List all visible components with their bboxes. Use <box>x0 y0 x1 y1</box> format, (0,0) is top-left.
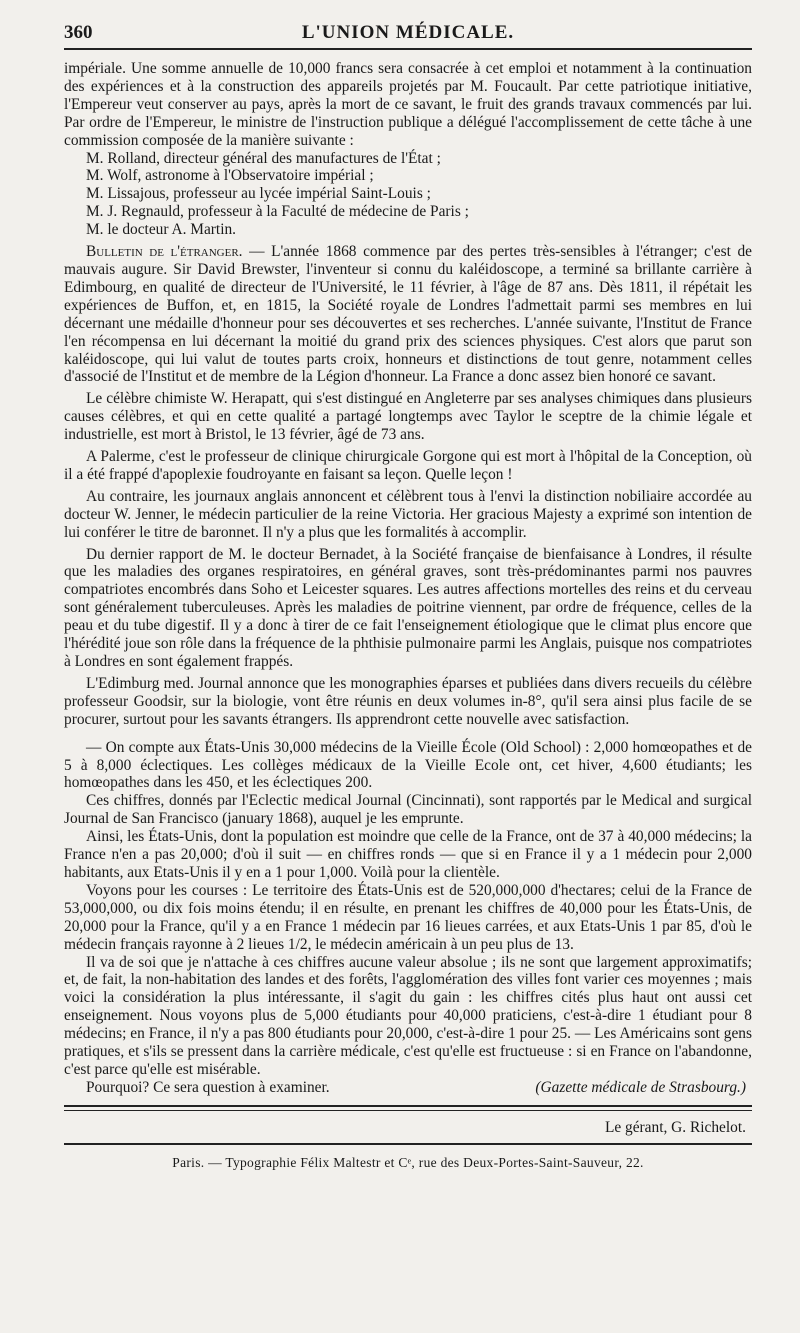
etats-unis-paragraph: — On compte aux États-Unis 30,000 médecins de la Vieille École (Old School) : 2,000 homœopathes et de 5 à 8,000 éclectiques. Les collèges médicaux de la Vieille Ecole ont, cet hiver, 4,600 étudiants; les homœopathes dans les 450, et les éclectiques 200. <box>64 738 752 792</box>
commission-member: M. Lissajous, professeur au lycée impérial Saint-Louis ; <box>86 185 431 203</box>
jenner-paragraph: Au contraire, les journaux anglais annoncent et célèbrent tous à l'envi la distinction nobiliaire accordée au docteur W. Jenner, le médecin particulier de la reine Victoria. Her gracious Majesty a exprimé son intention de lui conférer le titre de baronnet. Il n'y a plus que les formalités à accomplir. <box>64 487 752 541</box>
valeur-paragraph: Il va de soi que je n'attache à ces chiffres aucune valeur absolue ; ils ne sont que largement approximatifs; et, de fait, la non-habitation des landes et des forêts, l'agglomération des villes font varier ces moyennes ; mais voici la considération la plus intéressante, il s'agit du gain : les chiffres cités plus haut ont aussi cet enseignement. Nous voyons plus de 5,000 étudiants pour 40,000 praticiens, c'est-à-dire 1 étudiant pour 8 médecins; en France, il n'y a pas 800 étudiants pour 20,000, c'est-à-dire 1 pour 25. — Les Américains sont gens pratiques, et s'ils se pressent dans la carrière médicale, c'est qu'elle est fructueuse : si en France on l'abandonne, c'est parce qu'elle est misérable. <box>64 953 752 1078</box>
bulletin-paragraph <box>64 243 752 386</box>
gerant-signature: Le gérant, G. Richelot. <box>604 1118 746 1136</box>
article-body <box>64 60 752 1099</box>
page-header <box>64 18 752 50</box>
commission-member: M. J. Regnauld, professeur à la Faculté de médecine de Paris ; <box>86 203 469 221</box>
commission-member: M. Rolland, directeur général des manufactures de l'État ; <box>86 149 441 167</box>
chiffres-paragraph: Ces chiffres, donnés par l'Eclectic medical Journal (Cincinnati), sont rapportés par le Medical and surgical Journal de San Francisco (january 1868), auquel je les emprunte. <box>64 792 752 828</box>
running-title: L'UNION MÉDICALE. <box>301 22 515 43</box>
imprint-rule <box>64 1143 752 1145</box>
source-citation: (Gazette médicale de Strasbourg.) <box>535 1078 746 1096</box>
commission-list <box>64 150 752 240</box>
page-number: 360 <box>64 22 93 43</box>
printer-imprint: Paris. — Typographie Félix Maltestr et Cᵉ, rue des Deux-Portes-Saint-Sauveur, 22. <box>172 1154 644 1170</box>
gorgone-paragraph: A Palerme, c'est le professeur de clinique chirurgicale Gorgone qui est mort à l'hôpital de la Conception, où il a été frappé d'apoplexie foudroyante en faisant sa leçon. Quelle leçon ! <box>64 448 752 483</box>
bulletin-heading: Bulletin de l'étranger. <box>86 243 243 261</box>
courses-paragraph: Voyons pour les courses : Le territoire des États-Unis est de 520,000,000 d'hectares; celui de la France de 53,000,000, ou dix fois moins étendu; il en résulte, en prenant les chiffres de 40,000 pour les États-Unis, de 20,000 pour la France, qu'il y a en France 1 médecin par 16 lieues carrées, et aux Etats-Unis 1 par 85, d'où le médecin français rayonne à 2 lieues 1/2, le médecin américain à un peu plus de 13. <box>64 881 752 953</box>
closing-line <box>64 1079 752 1099</box>
footer-rule <box>64 1105 752 1111</box>
bulletin-text: — L'année 1868 commence par des pertes très-sensibles à l'étranger; c'est de mauvais augure. Sir David Brewster, l'inventeur si connu du kaléidoscope, a terminé sa brillante carrière à Edimbourg, en qualité de directeur de l'Université, le 11 février, à l'âge de 87 ans. Dès 1811, il répétait les expériences de Buffon, et, en 1815, la Société royale de Londres l'admettait parmi ses membres en lui décernant une médaille d'honneur pour ses découvertes et ses recherches. L'année suivante, l'Institut de France l'en récompensa en lui décernant la moitié du grand prix des sciences physiques. C'est alors que parut son kaléidoscope, qui lui valut de toutes parts croix, honneurs et distinctions de tout genre, notamment celles d'associé de l'Institut et de membre de la Légion d'honneur. La France a donc assez bien honoré ce savant. <box>64 243 752 386</box>
herapatt-paragraph: Le célèbre chimiste W. Herapatt, qui s'est distingué en Angleterre par ses analyses chimiques dans plusieurs causes célèbres, et qui en cette qualité a partagé longtemps avec Taylor le sceptre de la chimie légale et industrielle, est mort à Bristol, le 13 février, âgé de 73 ans. <box>64 390 752 444</box>
goodsir-paragraph: L'Edimburg med. Journal annonce que les monographies éparses et publiées dans divers recueils du célèbre professeur Goodsir, sur la biologie, vont être réunis en deux volumes in-8°, qu'il sera ainsi plus facile de se procurer, surtout pour les savants étrangers. Ils apprendront cette nouvelle avec satisfaction. <box>64 674 752 728</box>
commission-member: M. Wolf, astronome à l'Observatoire impérial ; <box>86 167 374 185</box>
population-paragraph: Ainsi, les États-Unis, dont la population est moindre que celle de la France, ont de 37 à 40,000 médecins; la France n'en a pas 20,000; d'où il suit — en chiffres ronds — que si en France il y a 1 médecin pour 2,000 habitants, aux Etats-Unis il y en a 1 pour 1,000. Voilà pour la clientèle. <box>64 828 752 881</box>
bernadet-paragraph: Du dernier rapport de M. le docteur Bernadet, à la Société française de bienfaisance à Londres, il résulte que les maladies des organes respiratoires, en général graves, sont très-prédominantes parmi nos pauvres compatriotes encombrés dans Soho et Leicester squares. Les autres affections mortelles des reins et du cerveau sont généralement tuberculeuses. Après les maladies de poitrine viennent, par ordre de fréquence, celles de la peau et du tube digestif. Il y a donc à tirer de ce fait l'enseignement étiologique que le climat plus encore que l'hérédité joue son rôle dans la fréquence de la phthisie pulmonaire parmi les Anglais, puisque nos compatriotes à Londres en sont également frappés. <box>64 545 752 670</box>
commission-member: M. le docteur A. Martin. <box>86 221 237 239</box>
closing-question: Pourquoi? Ce sera question à examiner. <box>86 1078 330 1096</box>
intro-paragraph: impériale. Une somme annuelle de 10,000 francs sera consacrée à cet emploi et notamment à la continuation des expériences et à la construction des appareils projetés par M. Foucault. Par cette patriotique initiative, l'Empereur veut conserver au pays, après la mort de ce savant, le fruit des grands travaux commencés par lui. Par ordre de l'Empereur, le ministre de l'instruction publique a délégué l'accomplissement de cette tâche à une commission composée de la manière suivante : <box>64 60 752 149</box>
